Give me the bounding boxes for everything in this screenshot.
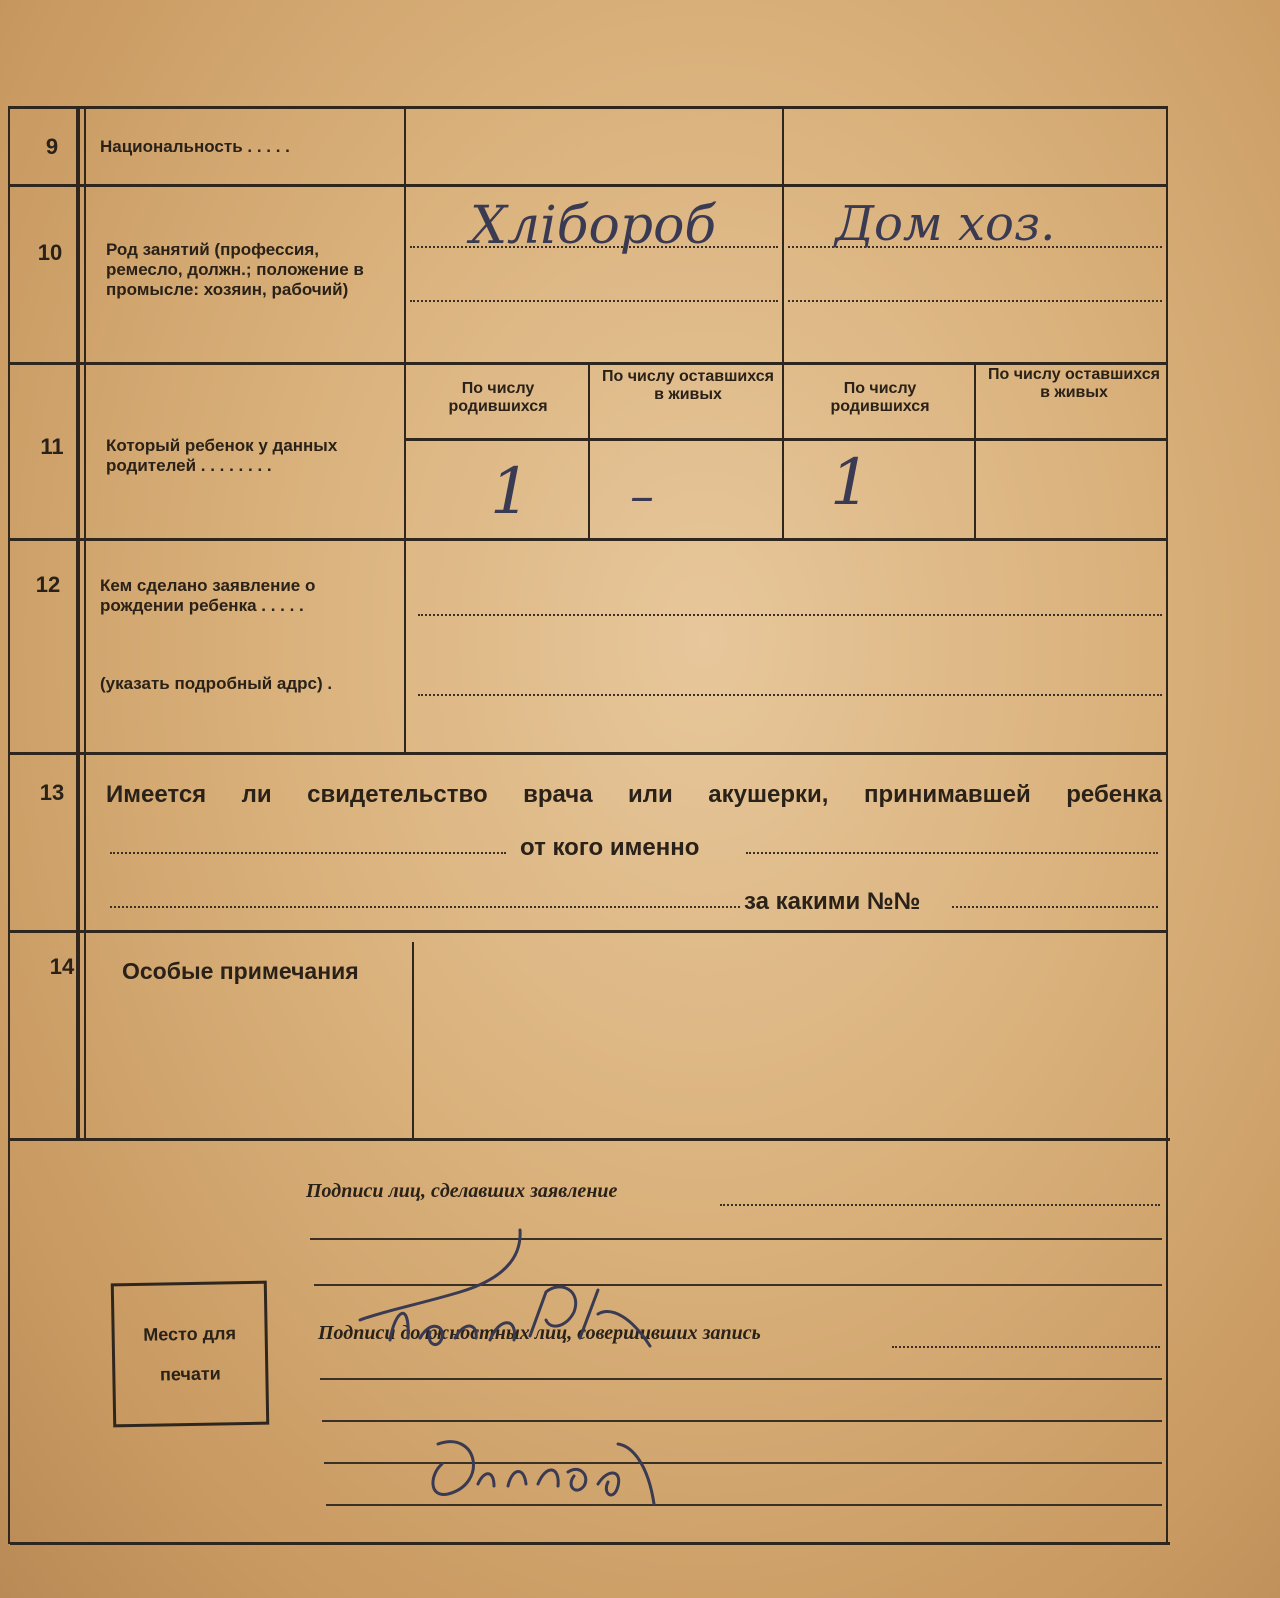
- parent-divider: [782, 106, 784, 540]
- row-11-father-alive-value: –: [630, 468, 654, 524]
- row-10-father-occupation: Хлібороб: [470, 196, 717, 256]
- applicants-signature-label: Подписи лиц, сделавших заявление: [306, 1180, 618, 1202]
- row-11-father-born-value: 1: [490, 455, 531, 529]
- official-signature-scribble: [418, 1424, 678, 1524]
- row-11-father-born-header: По числу родившихся: [448, 380, 548, 415]
- sep-11-12: [8, 538, 1168, 541]
- stamp-label-line-2: печати: [159, 1363, 221, 1385]
- label-column-rule-b: [412, 942, 414, 1138]
- sep-9-10: [8, 184, 1168, 187]
- row-11-number: 11: [40, 434, 64, 459]
- frame-top: [8, 106, 1168, 109]
- frame-bottom: [10, 1542, 1170, 1545]
- row-11-mother-born-header: По числу родившихся: [830, 380, 930, 415]
- sep-12-13: [8, 752, 1168, 755]
- row-10-mother-line-2: [788, 300, 1162, 302]
- row-9-label: Национальность . . . . .: [100, 137, 290, 156]
- row-12-line-2: [418, 694, 1162, 696]
- row-11-father-alive-header: По числу оставшихся в живых: [602, 368, 774, 403]
- row-10-number: 10: [37, 240, 63, 265]
- row-11-col-1: [588, 364, 590, 538]
- row-13-line-1b: [746, 852, 1158, 854]
- row-14-number: 14: [49, 954, 75, 979]
- applicants-line-0: [720, 1204, 1160, 1206]
- frame-left: [8, 106, 10, 1544]
- row-13-numbers: за какими №№: [744, 888, 921, 915]
- row-11-label: Который ребенок у данных родителей . . . . . . . .: [106, 436, 338, 475]
- row-13-line-2: [110, 906, 740, 908]
- row-13-line-2b: [952, 906, 1158, 908]
- row-12-line-1: [418, 614, 1162, 616]
- row-12-number: 12: [35, 572, 61, 597]
- sep-14-sign: [10, 1138, 1170, 1141]
- row-12-address-label: (указать подробный адрс) .: [100, 674, 333, 693]
- row-13-question: Имеется ли свидетельство врача или акушерки, принимавшей ребенка: [106, 781, 1162, 808]
- label-column-rule-a: [404, 106, 406, 752]
- row-14-label: Особые примечания: [122, 958, 359, 984]
- row-13-from-whom: от кого именно: [520, 834, 700, 861]
- officials-line-2: [322, 1420, 1162, 1422]
- row-9-number: 9: [45, 134, 59, 159]
- sep-13-14: [8, 930, 1168, 933]
- row-11-mother-born-value: 1: [830, 446, 871, 520]
- row-11-mother-alive-header: По числу оставшихся в живых: [988, 366, 1160, 401]
- officials-signature-label: Подписи должностных лиц, совершивших запись: [318, 1322, 761, 1344]
- row-10-label: Род занятий (профессия, ремесло, должн.; положение в промысле: хозяин, рабочий): [106, 240, 364, 299]
- number-column-rule-2: [84, 106, 86, 1138]
- applicant-signature-scribble: [350, 1220, 690, 1370]
- row-13-number: 13: [39, 780, 65, 805]
- officials-line-0: [892, 1346, 1160, 1348]
- stamp-label-line-1: Место для: [143, 1323, 237, 1345]
- row-10-mother-occupation: Дом хоз.: [835, 196, 1056, 252]
- frame-right: [1166, 106, 1168, 1544]
- row-11-subheader-rule: [404, 438, 1168, 441]
- row-10-father-line-2: [410, 300, 778, 302]
- row-12-label: Кем сделано заявление о рождении ребенка . . . . .: [100, 576, 316, 615]
- stamp-placeholder-box: [111, 1281, 269, 1428]
- row-11-col-3: [974, 364, 976, 538]
- officials-line-1: [320, 1378, 1162, 1380]
- row-13-line-1a: [110, 852, 506, 854]
